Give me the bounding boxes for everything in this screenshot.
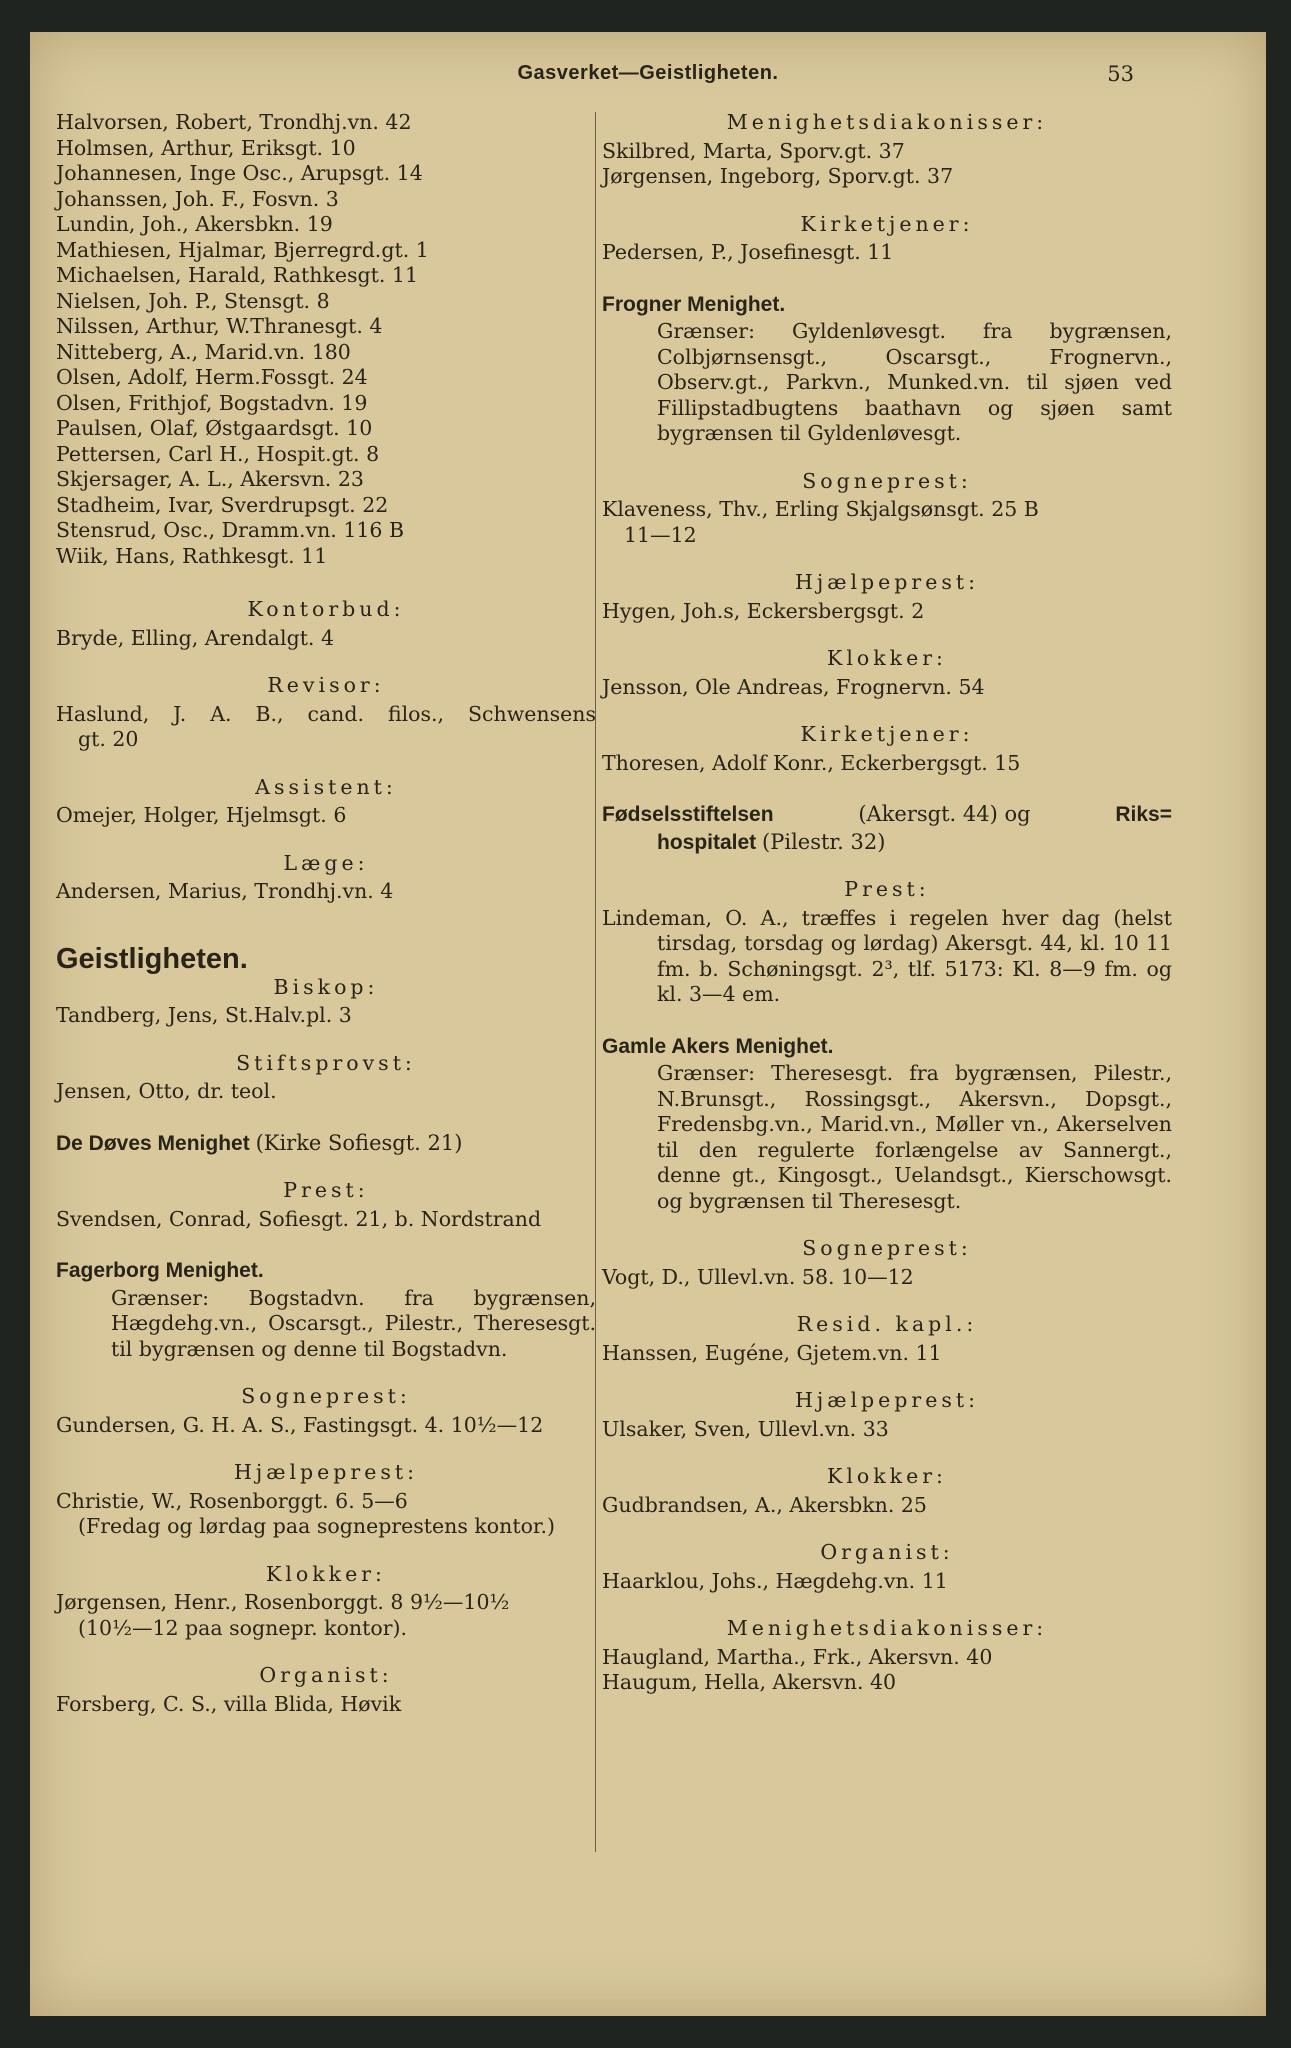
section-title-geistligheten: Geistligheten. bbox=[56, 942, 248, 975]
klokker-entry: Jørgensen, Henr., Rosenborggt. 8 9½—10½ bbox=[56, 1590, 510, 1614]
list-item: Johanssen, Joh. F., Fosvn. 3 bbox=[56, 186, 339, 211]
list-item: Olsen, Adolf, Herm.Fossgt. 24 bbox=[56, 365, 368, 389]
institution-title-fodselsstiftelsen bbox=[602, 802, 1172, 828]
list-item: Johannesen, Inge Osc., Arupsgt. 14 bbox=[56, 161, 423, 185]
list-item: Wiik, Hans, Rathkesgt. 11 bbox=[56, 543, 328, 568]
revisor-heading: Revisor: bbox=[267, 673, 385, 697]
right-column bbox=[602, 110, 1172, 1696]
hjaelpeprest-entry: Hygen, Joh.s, Eckersbergsgt. 2 bbox=[602, 598, 925, 623]
assistent-entry: Omejer, Holger, Hjelmsgt. 6 bbox=[56, 803, 347, 827]
laege-entry: Andersen, Marius, Trondhj.vn. 4 bbox=[56, 879, 394, 903]
hjaelpeprest-heading: Hjælpeprest: bbox=[794, 570, 980, 594]
page-number: 53 bbox=[1107, 62, 1134, 86]
kirketjener-entry: Pedersen, P., Josefinesgt. 11 bbox=[602, 240, 894, 264]
klokker-entry: Jensson, Ole Andreas, Frognervn. 54 bbox=[602, 674, 985, 699]
hjaelpeprest-heading: Hjælpeprest: bbox=[794, 1388, 980, 1412]
institution-name: Fødselsstiftelsen bbox=[602, 803, 774, 826]
list-item: Nitteberg, A., Marid.vn. 180 bbox=[56, 339, 351, 364]
organist-heading: Organist: bbox=[820, 1540, 954, 1564]
diakonisser-heading: Menighetsdiakonisser: bbox=[726, 110, 1048, 134]
institution-title-rikshospitalet bbox=[602, 830, 1172, 856]
resid-kapl-heading: Resid. kapl.: bbox=[796, 1312, 978, 1336]
revisor-entry-cont: gt. 20 bbox=[78, 727, 139, 751]
institution-name: hospitalet bbox=[657, 830, 757, 854]
prest-entry: Lindeman, O. A., træffes i regelen hver dag (helst tirsdag, torsdag og lørdag) Akersgt. 44, kl. 10 11 fm. b. Schøningsgt. 2³, tlf. 5173: Kl. 8—9 fm. og kl. 3—4 em. bbox=[602, 905, 1172, 1006]
parish-boundaries: Grænser: Bogstadvn. fra bygrænsen, Hægdehg.vn., Oscarsgt., Pilestr., Theresesgt. til bygrænsen og denne til Bogstadvn. bbox=[111, 1285, 596, 1361]
sogneprest-entry-cont: 11—12 bbox=[624, 522, 697, 547]
list-item: Skjersager, A. L., Akersvn. 23 bbox=[56, 467, 364, 491]
sogneprest-heading: Sogneprest: bbox=[802, 468, 972, 493]
diakonisse-entry: Jørgensen, Ingeborg, Sporv.gt. 37 bbox=[602, 164, 954, 188]
running-header: Gasverket—Geistligheten. bbox=[517, 62, 779, 84]
parish-title-gamle-akers: Gamle Akers Menighet. bbox=[602, 1034, 834, 1058]
diakonisse-entry: Haugland, Martha., Frk., Akersvn. 40 bbox=[602, 1644, 993, 1669]
diakonisser-heading: Menighetsdiakonisser: bbox=[726, 1616, 1048, 1640]
sogneprest-entry: Klaveness, Thv., Erling Skjalgsønsgt. 25 B bbox=[602, 497, 1039, 521]
organist-heading: Organist: bbox=[259, 1663, 393, 1687]
revisor-entry: Haslund, J. A. B., cand. filos., Schwensens bbox=[56, 701, 596, 726]
list-item: Stadheim, Ivar, Sverdrupsgt. 22 bbox=[56, 492, 389, 517]
kirketjener-heading: Kirketjener: bbox=[800, 722, 974, 746]
prest-entry: Svendsen, Conrad, Sofiesgt. 21, b. Nordstrand bbox=[56, 1206, 542, 1231]
kontorbud-entry: Bryde, Elling, Arendalgt. 4 bbox=[56, 625, 335, 650]
list-item: Nielsen, Joh. P., Stensgt. 8 bbox=[56, 288, 330, 313]
parish-note: (Kirke Sofiesgt. 21) bbox=[255, 1130, 463, 1155]
sogneprest-entry: Vogt, D., Ullevl.vn. 58. 10—12 bbox=[602, 1264, 914, 1289]
list-item: Paulsen, Olaf, Østgaardsgt. 10 bbox=[56, 416, 373, 440]
diakonisse-entry: Skilbred, Marta, Sporv.gt. 37 bbox=[602, 138, 905, 163]
parish-boundaries: Grænser: Theresesgt. fra bygrænsen, Pilestr., N.Brunsgt., Rossingsgt., Akersvn., Dopsgt., Fredensbg.vn., Marid.vn., Møller vn., Akerselven til den regulerte forlængelse av Sannergt., denne gt., Kingosgt., Uelandsgt., Kierschowsgt. og bygrænsen til Theresesgt. bbox=[657, 1061, 1172, 1213]
list-item: Olsen, Frithjof, Bogstadvn. 19 bbox=[56, 390, 368, 415]
institution-note: (Pilestr. 32) bbox=[762, 829, 886, 854]
list-item: Pettersen, Carl H., Hospit.gt. 8 bbox=[56, 441, 380, 466]
kirketjener-entry: Thoresen, Adolf Konr., Eckerbergsgt. 15 bbox=[602, 750, 1021, 775]
institution-name: Riks= bbox=[1115, 803, 1172, 826]
hjaelpeprest-entry: Ulsaker, Sven, Ullevl.vn. 33 bbox=[602, 1416, 889, 1441]
prest-heading: Prest: bbox=[283, 1178, 369, 1202]
list-item: Holmsen, Arthur, Eriksgt. 10 bbox=[56, 135, 356, 160]
biskop-heading: Biskop: bbox=[273, 974, 379, 999]
diakonisse-entry: Haugum, Hella, Akersvn. 40 bbox=[602, 1670, 897, 1694]
hjaelpeprest-heading: Hjælpeprest: bbox=[233, 1460, 419, 1484]
document-page bbox=[30, 32, 1266, 2016]
klokker-heading: Klokker: bbox=[266, 1561, 386, 1586]
kirketjener-heading: Kirketjener: bbox=[800, 211, 974, 236]
left-column bbox=[56, 110, 596, 1717]
klokker-heading: Klokker: bbox=[827, 646, 947, 670]
sogneprest-heading: Sogneprest: bbox=[241, 1384, 411, 1408]
hjaelpeprest-entry: Christie, W., Rosenborggt. 6. 5—6 bbox=[56, 1488, 408, 1513]
organist-entry: Forsberg, C. S., villa Blida, Høvik bbox=[56, 1691, 402, 1716]
stiftsprovst-heading: Stiftsprovst: bbox=[236, 1050, 416, 1075]
list-item: Lundin, Joh., Akersbkn. 19 bbox=[56, 212, 333, 236]
parish-boundaries: Grænser: Gyldenløvesgt. fra bygrænsen, Colbjørnsensgt., Oscarsgt., Frognervn., Observ.gt., Parkvn., Munked.vn. til sjøen ved Fillipstadbugtens baathavn og sjøen samt bygrænsen til Gyldenløvesgt. bbox=[657, 319, 1172, 445]
list-item: Halvorsen, Robert, Trondhj.vn. 42 bbox=[56, 110, 412, 134]
laege-heading: Læge: bbox=[283, 850, 369, 875]
hjaelpeprest-entry-cont: (Fredag og lørdag paa sogneprestens kontor.) bbox=[78, 1514, 555, 1538]
list-item: Stensrud, Osc., Dramm.vn. 116 B bbox=[56, 518, 405, 542]
sogneprest-entry: Gundersen, G. H. A. S., Fastingsgt. 4. 10½—12 bbox=[56, 1412, 544, 1437]
prest-heading: Prest: bbox=[844, 877, 930, 901]
assistent-heading: Assistent: bbox=[255, 774, 397, 799]
parish-title-frogner: Frogner Menighet. bbox=[602, 292, 786, 316]
name-list bbox=[56, 110, 596, 569]
klokker-heading: Klokker: bbox=[827, 1464, 947, 1488]
parish-title-fagerborg: Fagerborg Menighet. bbox=[56, 1259, 264, 1282]
parish-name: De Døves Menighet bbox=[56, 1131, 250, 1155]
klokker-entry-cont: (10½—12 paa sognepr. kontor). bbox=[78, 1615, 408, 1640]
sogneprest-heading: Sogneprest: bbox=[802, 1236, 972, 1260]
parish-title-de-doves bbox=[56, 1131, 596, 1157]
list-item: Mathiesen, Hjalmar, Bjerregrd.gt. 1 bbox=[56, 237, 429, 262]
kontorbud-heading: Kontorbud: bbox=[247, 597, 405, 621]
list-item: Michaelsen, Harald, Rathkesgt. 11 bbox=[56, 263, 418, 287]
list-item: Nilssen, Arthur, W.Thranesgt. 4 bbox=[56, 314, 383, 338]
organist-entry: Haarklou, Johs., Hægdehg.vn. 11 bbox=[602, 1568, 948, 1593]
stiftsprovst-entry: Jensen, Otto, dr. teol. bbox=[56, 1079, 277, 1103]
institution-note: (Akersgt. 44) og bbox=[858, 802, 1031, 826]
resid-kapl-entry: Hanssen, Eugéne, Gjetem.vn. 11 bbox=[602, 1340, 942, 1365]
biskop-entry: Tandberg, Jens, St.Halv.pl. 3 bbox=[56, 1003, 352, 1027]
klokker-entry: Gudbrandsen, A., Akersbkn. 25 bbox=[602, 1492, 927, 1517]
